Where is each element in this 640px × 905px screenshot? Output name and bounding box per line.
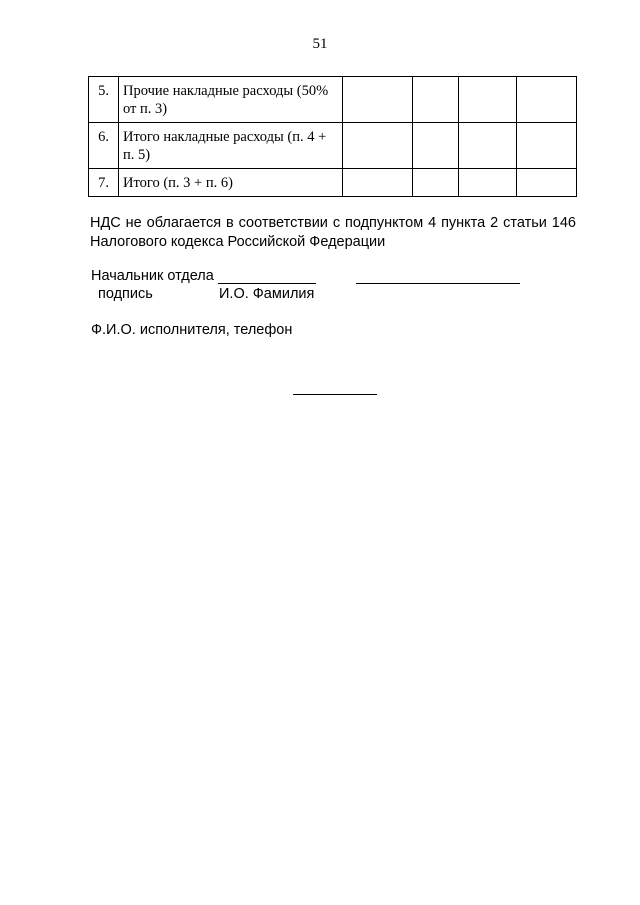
row-description: Итого (п. 3 + п. 6) — [119, 169, 343, 197]
row-description: Итого накладные расходы (п. 4 + п. 5) — [119, 123, 343, 169]
table-cell — [413, 77, 459, 123]
row-description: Прочие накладные расходы (50% от п. 3) — [119, 77, 343, 123]
table-cell — [517, 123, 577, 169]
row-number: 7. — [89, 169, 119, 197]
table-row — [89, 169, 577, 197]
page-number: 51 — [312, 36, 328, 52]
signature-line — [218, 283, 316, 284]
table-cell — [343, 169, 413, 197]
row-number: 6. — [89, 123, 119, 169]
table-row — [89, 77, 577, 123]
table-cell — [459, 169, 517, 197]
table-cell — [517, 169, 577, 197]
end-separator-line — [293, 394, 377, 395]
vat-note: НДС не облагается в соответствии с подпунктом 4 пункта 2 статьи 146 Налогового кодекса Российской Федерации — [90, 215, 576, 250]
table-cell — [413, 123, 459, 169]
table-cell — [459, 123, 517, 169]
position-label: Начальник отдела — [91, 268, 214, 284]
table-cell — [413, 169, 459, 197]
table-cell — [459, 77, 517, 123]
name-line — [356, 283, 520, 284]
executor-label: Ф.И.О. исполнителя, телефон — [91, 322, 293, 338]
table-row — [89, 123, 577, 169]
signature-caption: подпись — [98, 286, 153, 302]
row-number: 5. — [89, 77, 119, 123]
table-cell — [343, 77, 413, 123]
costs-table — [88, 76, 577, 197]
table-cell — [517, 77, 577, 123]
table-cell — [343, 123, 413, 169]
name-caption: И.О. Фамилия — [219, 286, 315, 302]
